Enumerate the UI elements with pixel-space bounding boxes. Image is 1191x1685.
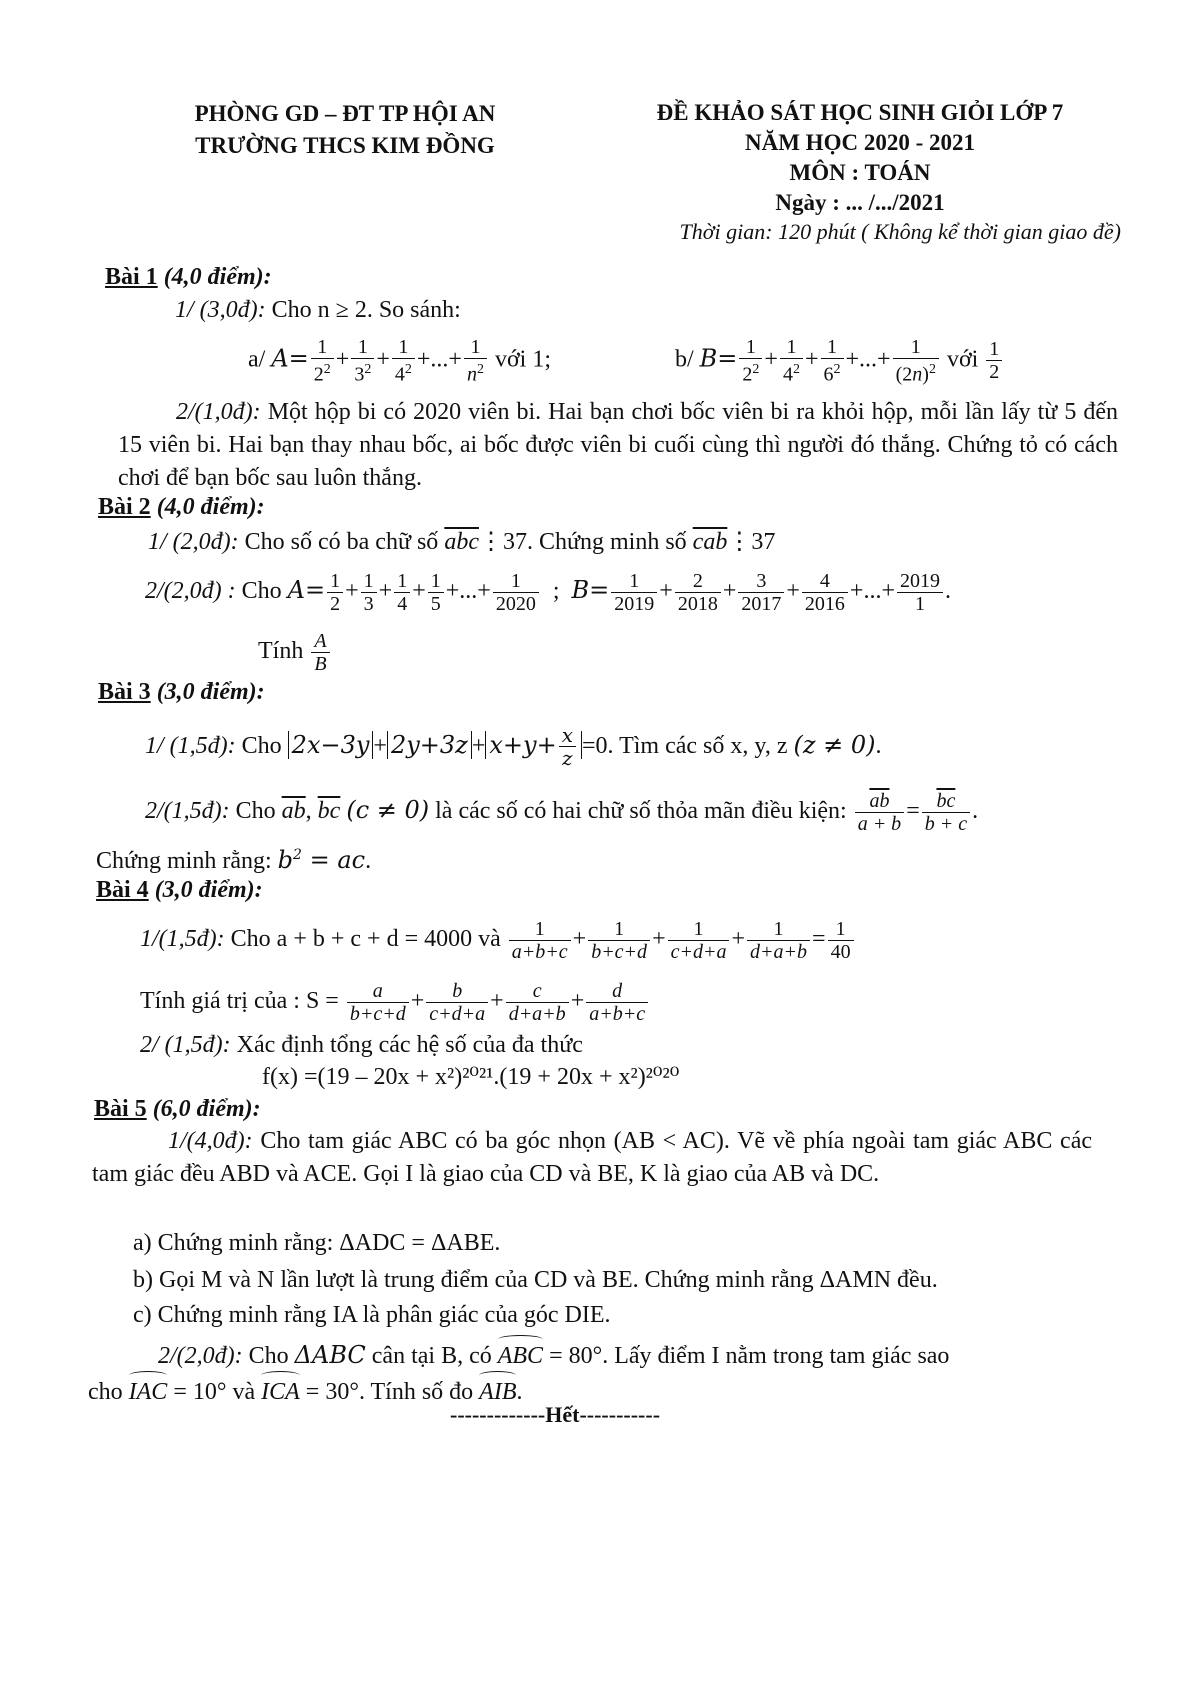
bai1-q1a: a/ A= $\frac{1}{2^2}$ + $\frac{1}{3^2}$ + $\frac{1}{4^2}$ +...+ $\frac{1}{n^2}$ với 1; [248,336,551,386]
bai4-q2: 2/ (1,5đ): Xác định tổng các hệ số của đa thức [140,1032,583,1058]
bai3-title: Bài 3 (3,0 điểm): [98,679,265,705]
bai5-q1: 1/(4,0đ): Cho tam giác ABC có ba góc nhọn (AB < AC). Vẽ về phía ngoài tam giác ABC các tam giác đều ABD và ACE. Gọi I là giao của CD và BE, K là giao của AB và DC. [92,1128,1093,1187]
bai4-title: Bài 4 (3,0 điểm): [96,877,263,903]
bai3-q2-prove: Chứng minh rằng: $b^2$ = ac. [96,846,372,874]
exam-time: Thời gian: 120 phút ( Không kể thời gian giao đề) [679,219,1121,244]
bai1-q2: 2/(1,0đ): Một hộp bi có 2020 viên bi. Hai bạn chơi bốc viên bi ra khỏi hộp, mỗi lần lấy từ 5 đến 15 viên bi. Hai bạn thay nhau bốc, ai bốc được viên bi cuối cùng thì người đó thắng. Chứng tỏ có cách chơi để bạn bốc sau luôn thắng. [118,399,1119,491]
bai4-q1-s: Tính giá trị của : S = $\frac{a}{b+c+d}$ + $\frac{b}{c+d+a}$ + $\frac{c}{d+a+b}$ + $\frac{d}{a+b+c}$ [140,980,650,1025]
bai2-q1: 1/ (2,0đ): Cho số có ba chữ số $\overline{abc}⋮37$. Chứng minh số $\overline{cab}⋮37$ [148,529,776,555]
exam-title: ĐỀ KHẢO SÁT HỌC SINH GIỎI LỚP 7 [656,100,1064,125]
bai4-q2-poly: f(x) =(19 – 20x + x²)²⁰²¹.(19 + 20x + x²)²⁰²⁰ [262,1064,680,1090]
bai1-title: Bài 1 (4,0 điểm): [105,264,272,290]
bai2-title: Bài 2 (4,0 điểm): [98,494,265,520]
bai5-qc: c) Chứng minh rằng IA là phân giác của góc DIE. [133,1302,611,1328]
subject: MÔN : TOÁN [789,160,931,185]
bai5-q2-cont: cho IAC = 10° và ICA = 30°. Tính số đo AIB. [88,1379,523,1405]
bai2-q2-tinh: Tính $\frac{A}{B}$ [258,630,332,675]
department-name: PHÒNG GD – ĐT TP HỘI AN [194,101,496,126]
bai5-qb: b) Gọi M và N lần lượt là trung điểm của CD và BE. Chứng minh rằng ΔAMN đều. [133,1267,938,1293]
bai2-q2: 2/(2,0đ) : Cho A= $\frac{1}{2}$ + $\frac{1}{3}$ + $\frac{1}{4}$ + $\frac{1}{5}$ +...+ $\frac{1}{2020}$ ; B= $\frac{1}{2019}$ + $\frac{2}{2018}$ + $\frac{3}{2017}$ + $\frac{4}{2016}$ +...+ $\frac{2019}{1}$ . [145,570,951,615]
end-marker: -------------Hết----------- [450,1402,661,1427]
exam-header [580,98,1140,218]
bai5-q2: 2/(2,0đ): Cho ΔABC cân tại B, có ABC = 80°. Lấy điểm I nằm trong tam giác sao [158,1341,950,1369]
school-name: TRƯỜNG THCS KIM ĐỒNG [195,133,495,158]
school-year: NĂM HỌC 2020 - 2021 [745,130,975,155]
school-header [150,98,540,162]
bai5-title: Bài 5 (6,0 điểm): [94,1096,261,1122]
exam-date: Ngày : ... /.../2021 [775,190,945,215]
bai1-q1b: b/ B= $\frac{1}{2^2}$ + $\frac{1}{4^2}$ + $\frac{1}{6^2}$ +...+ $\frac{1}{(2n)^2}$ với $\frac{1}{2}$ [675,336,1004,386]
bai4-q1: 1/(1,5đ): Cho a + b + c + d = 4000 và $\frac{1}{a+b+c}$ + $\frac{1}{b+c+d}$ + $\frac{1}{c+d+a}$ + $\frac{1}{d+a+b}$ = $\frac{1}{40}$ [140,918,856,963]
bai3-q2: 2/(1,5đ): Cho $\overline{ab}$, $\overline{bc}$ (c ≠ 0) là các số có hai chữ số thỏa mãn điều kiện: $\frac{\overline{ab}}{a + b}$ = $\frac{\overline{bc}}{b + c}$ . [145,790,979,835]
bai1-q1: 1/ (3,0đ): Cho n ≥ 2. So sánh: [175,297,461,323]
bai3-q1: 1/ (1,5đ): Cho 2x−3y + 2y+3z + x+y+ $\frac{x}{z}$ =0. Tìm các số x, y, z (z ≠ 0). [145,723,882,770]
bai5-qa: a) Chứng minh rằng: ΔADC = ΔABE. [133,1230,501,1256]
